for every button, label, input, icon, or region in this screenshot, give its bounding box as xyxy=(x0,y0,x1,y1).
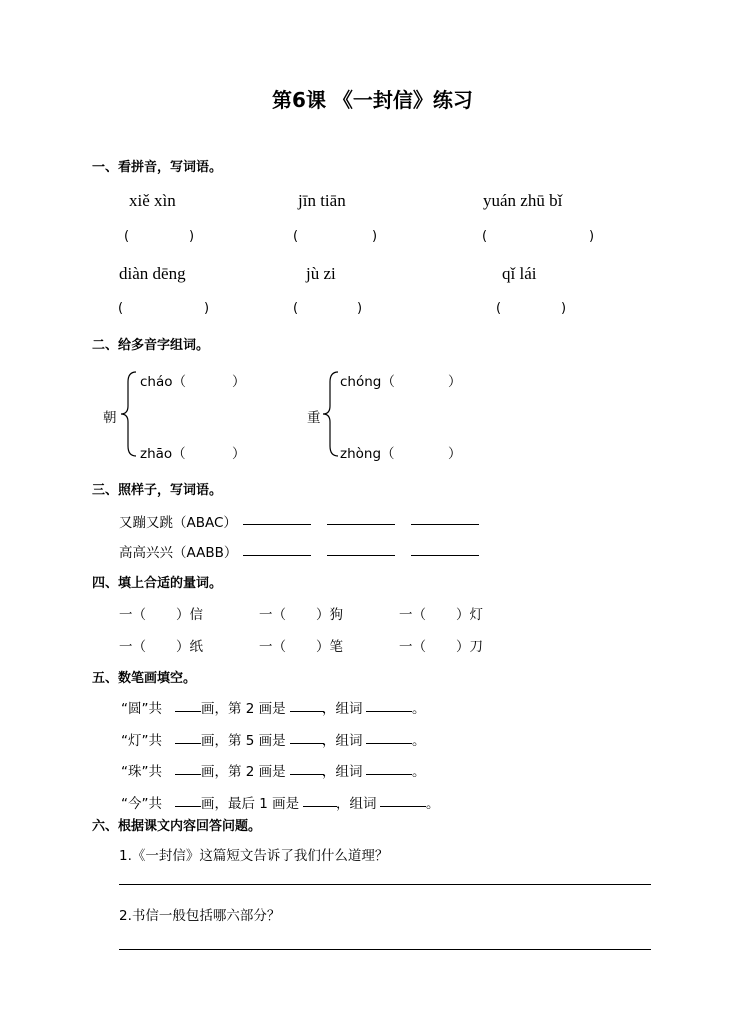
measure-word-item: ）信 xyxy=(176,607,203,623)
stroke-row-1-word: ，组词 xyxy=(322,701,363,717)
measure-word-item: ）笔 xyxy=(316,639,343,655)
stroke-row-2-end: 。 xyxy=(412,733,426,749)
stroke-row-3-mid: 画，第 2 画是 xyxy=(201,764,286,780)
answer-line xyxy=(175,711,201,712)
stroke-row-1-end: 。 xyxy=(412,701,426,717)
char2-reading-bottom: zhòng（ xyxy=(340,446,395,462)
char1-top-close: ） xyxy=(232,374,246,390)
stroke-row-3-end: 。 xyxy=(412,764,426,780)
answer-line xyxy=(243,555,311,556)
char1-reading-top: cháo（ xyxy=(140,374,187,390)
pinyin-5: jù zi xyxy=(306,264,336,283)
polyphone-char-1: 朝 xyxy=(103,410,117,426)
stroke-row-1-mid: 画，第 2 画是 xyxy=(201,701,286,717)
example-abac: 又蹦又跳（ABAC） xyxy=(119,515,237,531)
answer-box-1-close: ) xyxy=(189,229,195,244)
brace-icon xyxy=(320,370,342,458)
answer-box-6-open: ( xyxy=(496,301,502,316)
stroke-row-1-char: “圆”共 xyxy=(121,701,162,717)
answer-line xyxy=(119,949,651,950)
measure-word-item: ）狗 xyxy=(316,607,343,623)
measure-word-item: ）纸 xyxy=(176,639,203,655)
stroke-row-4-char: “今”共 xyxy=(121,796,162,812)
answer-line xyxy=(411,555,479,556)
answer-box-3-close: ) xyxy=(589,229,595,244)
answer-box-5-close: ) xyxy=(357,301,363,316)
stroke-row-4-word: ，组词 xyxy=(336,796,377,812)
answer-box-3-open: ( xyxy=(482,229,488,244)
answer-line xyxy=(366,711,412,712)
answer-box-5-open: ( xyxy=(293,301,299,316)
answer-line xyxy=(327,555,395,556)
answer-box-6-close: ) xyxy=(561,301,567,316)
char1-reading-bottom: zhāo（ xyxy=(140,446,186,462)
stroke-row-2-char: “灯”共 xyxy=(121,733,162,749)
char2-bottom-close: ） xyxy=(448,446,462,462)
brace-icon xyxy=(118,370,140,458)
section-3-heading: 三、照样子，写词语。 xyxy=(92,483,223,498)
stroke-row-2-mid: 画，第 5 画是 xyxy=(201,733,286,749)
answer-line xyxy=(175,743,201,744)
char2-reading-top: chóng（ xyxy=(340,374,395,390)
stroke-row-4-mid: 画，最后 1 画是 xyxy=(201,796,300,812)
answer-line xyxy=(411,524,479,525)
answer-line xyxy=(380,806,426,807)
polyphone-char-2: 重 xyxy=(307,410,321,426)
answer-line xyxy=(290,743,324,744)
answer-line xyxy=(303,806,337,807)
answer-line xyxy=(175,774,201,775)
answer-line xyxy=(290,774,324,775)
answer-line xyxy=(327,524,395,525)
measure-word-prefix: 一（ xyxy=(399,639,426,655)
pinyin-3: yuán zhū bǐ xyxy=(483,191,563,210)
measure-word-prefix: 一（ xyxy=(399,607,426,623)
section-2-heading: 二、给多音字组词。 xyxy=(92,338,210,353)
section-1-heading: 一、看拼音，写词语。 xyxy=(92,160,223,175)
measure-word-prefix: 一（ xyxy=(259,639,286,655)
answer-line xyxy=(175,806,201,807)
measure-word-prefix: 一（ xyxy=(119,639,146,655)
example-aabb: 高高兴兴（AABB） xyxy=(119,545,238,561)
pinyin-2: jīn tiān xyxy=(298,191,346,210)
answer-box-4-open: ( xyxy=(118,301,124,316)
measure-word-prefix: 一（ xyxy=(119,607,146,623)
answer-box-4-close: ) xyxy=(204,301,210,316)
stroke-row-3-word: ，组词 xyxy=(322,764,363,780)
answer-line xyxy=(290,711,324,712)
section-5-heading: 五、数笔画填空。 xyxy=(92,671,197,686)
pinyin-4: diàn dēng xyxy=(119,264,186,283)
answer-line xyxy=(243,524,311,525)
question-1: 1.《一封信》这篇短文告诉了我们什么道理？ xyxy=(119,848,389,864)
answer-box-2-close: ) xyxy=(372,229,378,244)
page-title: 第6课 《一封信》练习 xyxy=(272,88,473,112)
answer-line xyxy=(366,774,412,775)
stroke-row-4-end: 。 xyxy=(426,796,440,812)
section-4-heading: 四、填上合适的量词。 xyxy=(92,576,223,591)
answer-line xyxy=(119,884,651,885)
stroke-row-2-word: ，组词 xyxy=(322,733,363,749)
question-2: 2.书信一般包括哪六部分？ xyxy=(119,908,281,924)
answer-line xyxy=(366,743,412,744)
pinyin-1: xiě xìn xyxy=(129,191,176,210)
section-6-heading: 六、根据课文内容回答问题。 xyxy=(92,819,262,834)
char1-bottom-close: ） xyxy=(232,446,246,462)
answer-box-2-open: ( xyxy=(293,229,299,244)
measure-word-item: ）灯 xyxy=(456,607,483,623)
char2-top-close: ） xyxy=(448,374,462,390)
answer-box-1-open: ( xyxy=(124,229,130,244)
measure-word-item: ）刀 xyxy=(456,639,483,655)
measure-word-prefix: 一（ xyxy=(259,607,286,623)
stroke-row-3-char: “珠”共 xyxy=(121,764,162,780)
pinyin-6: qǐ lái xyxy=(502,264,537,283)
